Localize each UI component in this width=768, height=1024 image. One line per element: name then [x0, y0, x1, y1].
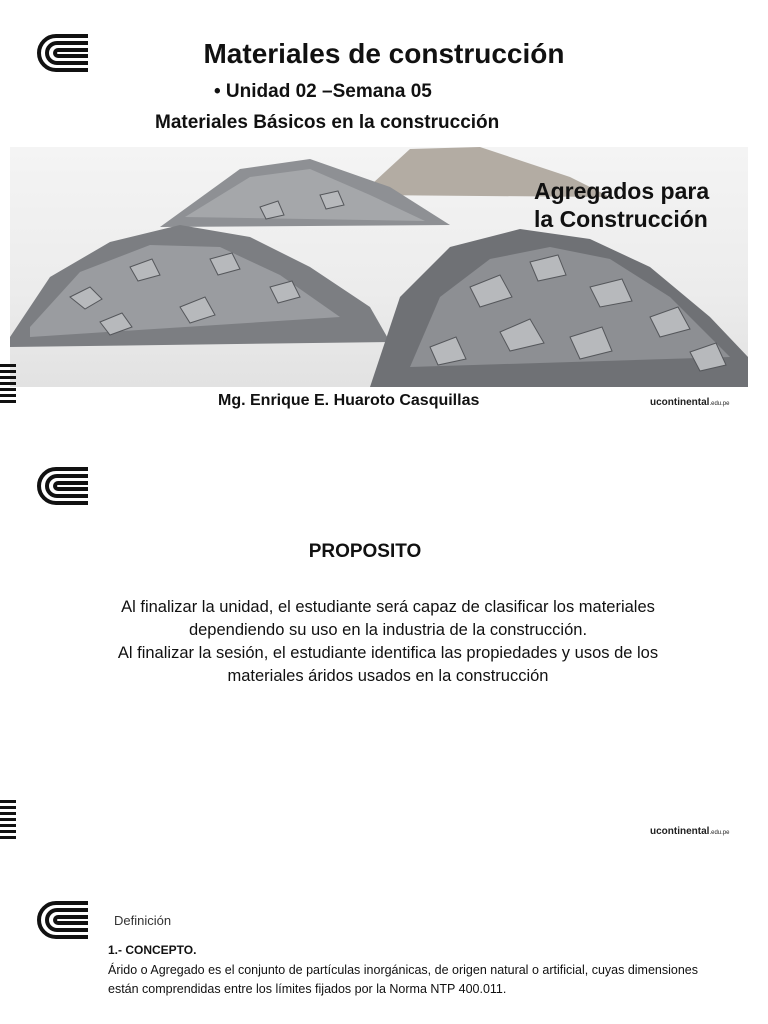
overlay-line-1: Agregados para	[534, 178, 710, 204]
continental-logo-icon	[36, 466, 90, 506]
brand-main: ucontinental	[650, 397, 710, 408]
side-bars-icon	[0, 364, 16, 406]
overlay-line-2: la Construcción	[534, 206, 708, 232]
side-bars-icon	[0, 800, 16, 842]
definition-label: Definición	[114, 913, 172, 928]
author-name: Mg. Enrique E. Huaroto Casquillas	[218, 392, 480, 409]
slide-definition	[0, 870, 768, 1024]
concept-text: Árido o Agregado es el conjunto de partículas inorgánicas, de origen natural o artificial, cuyas dimensiones están comprendidas entre los límites fijados por la Norma NTP 400.011.	[108, 963, 698, 996]
brand-logo	[650, 826, 729, 837]
brand-suffix: .edu.pe	[709, 830, 730, 836]
brand-suffix: .edu.pe	[709, 401, 730, 407]
continental-logo-icon	[36, 900, 90, 940]
photo-overlay-caption	[534, 177, 709, 233]
purpose-paragraph-1: Al finalizar la unidad, el estudiante será capaz de clasificar los materiales dependiendo su uso en la industria de la construcción.	[121, 598, 655, 639]
purpose-heading: PROPOSITO	[308, 541, 422, 562]
purpose-paragraph-2: Al finalizar la sesión, el estudiante identifica las propiedades y usos de los materiales áridos usados en la construcción	[117, 644, 659, 685]
brand-main: ucontinental	[650, 826, 710, 837]
concept-title: 1.- CONCEPTO.	[108, 943, 197, 957]
brand-logo	[650, 397, 729, 408]
aggregates-photo	[10, 147, 748, 387]
presentation-subtitle: Materiales Básicos en la construcción	[155, 112, 500, 133]
slide-purpose	[0, 440, 768, 860]
slide-title	[0, 0, 768, 430]
presentation-title: Materiales de construcción	[203, 38, 565, 69]
purpose-text	[100, 596, 676, 688]
unit-week-label: • Unidad 02 –Semana 05	[214, 81, 432, 102]
